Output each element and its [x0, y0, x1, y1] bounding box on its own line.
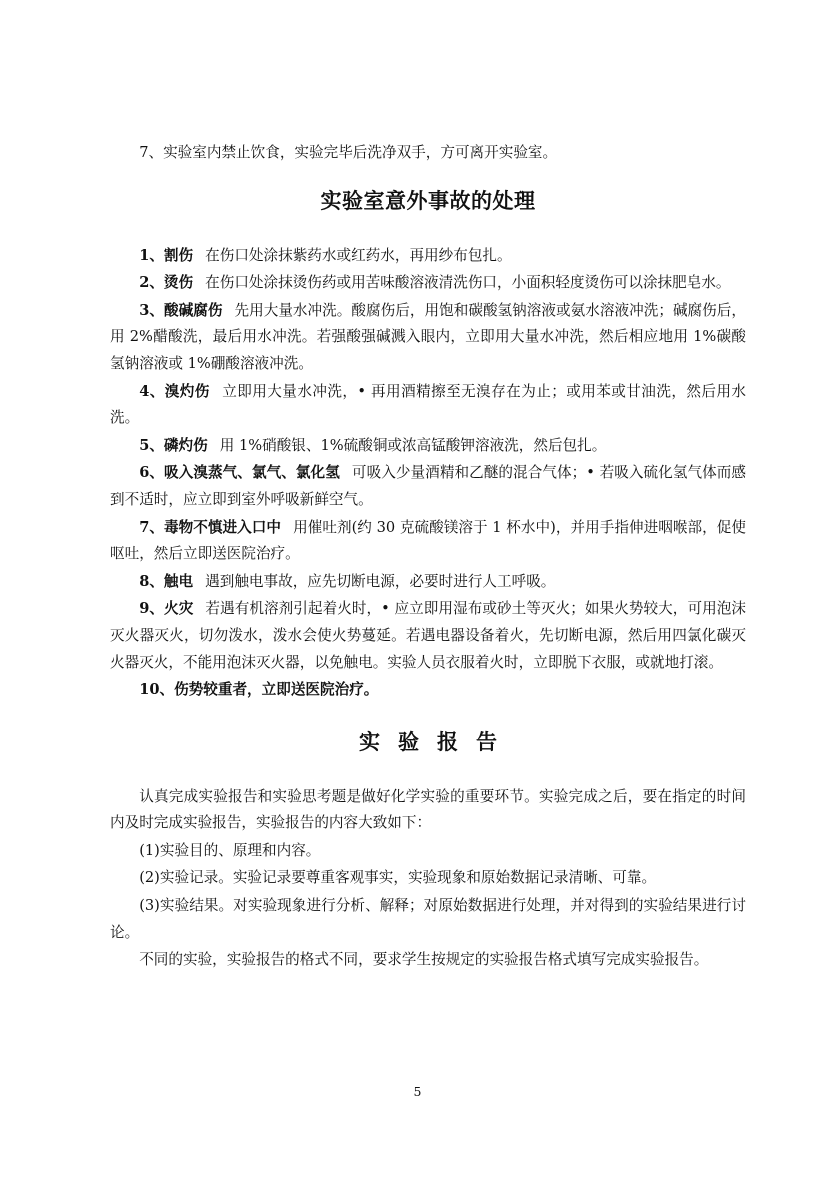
- lab-report-heading: 实验报告: [359, 728, 515, 754]
- accident-item: [110, 379, 746, 432]
- accident-text: 遇到触电事故，应先切断电源，必要时进行人工呼吸。: [205, 572, 556, 590]
- accident-item: [110, 298, 746, 378]
- accident-item: [110, 569, 746, 596]
- accident-item: [110, 243, 746, 270]
- accident-term: 2、烫伤: [139, 274, 194, 292]
- accident-text: 先用大量水冲洗。酸腐伤后，用饱和碳酸氢钠溶液或氨水溶液冲洗；碱腐伤后，用 2%醋酸洗，最后用水冲洗。若强酸强碱溅入眼内，立即用大量水冲洗，然后相应地用 1%碳酸氢钠溶液或 1%硼酸溶液冲洗。: [110, 301, 746, 372]
- accident-text: 可吸入少量酒精和乙醚的混合气体；• 若吸入硫化氢气体而感到不适时，应立即到室外呼吸新鲜空气。: [110, 464, 747, 508]
- accident-text: 用催吐剂(约 30 克硫酸镁溶于 1 杯水中)，并用手指伸进咽喉部，促使呕吐，然后立即送医院治疗。: [110, 518, 746, 563]
- report-paragraph: 不同的实验，实验报告的格式不同，要求学生按规定的实验报告格式填写完成实验报告。: [139, 951, 709, 969]
- accident-item: [110, 433, 746, 460]
- accident-term: 10、伤势较重者，立即送医院治疗。: [139, 681, 379, 699]
- accident-term: 6、吸入溴蒸气、氯气、氯化氢: [139, 464, 340, 482]
- accident-term: 7、毒物不慎进入口中: [139, 518, 282, 536]
- page-number: 5: [413, 1084, 422, 1099]
- page-content: [110, 140, 746, 975]
- accident-term: 8、触电: [139, 572, 194, 590]
- report-paragraph: 认真完成实验报告和实验思考题是做好化学实验的重要环节。实验完成之后，要在指定的时间内及时完成实验报告，实验报告的内容大致如下：: [110, 787, 746, 832]
- accident-term: 4、溴灼伤: [139, 382, 210, 400]
- lab-rule-7: 7、实验室内禁止饮食，实验完毕后洗净双手，方可离开实验室。: [139, 144, 558, 161]
- accident-term: 5、磷灼伤: [139, 436, 208, 454]
- accident-term: 3、酸碱腐伤: [139, 301, 223, 319]
- accident-item: [110, 596, 746, 676]
- accident-term: 1、割伤: [139, 246, 194, 264]
- report-paragraph: (1)实验目的、原理和内容。: [139, 841, 321, 859]
- accident-text: 立即用大量水冲洗，• 再用酒精擦至无溴存在为止；或用苯或甘油洗，然后用水洗。: [110, 382, 746, 427]
- accident-item: [110, 460, 746, 513]
- accident-handling-heading: 实验室意外事故的处理: [320, 187, 536, 213]
- accident-term: 9、火灾: [139, 600, 194, 618]
- accident-text: 用 1%硝酸银、1%硫酸铜或浓高锰酸钾溶液洗，然后包扎。: [219, 436, 607, 454]
- accident-item: [110, 515, 746, 568]
- accident-item: [110, 677, 746, 704]
- report-paragraph: (2)实验记录。实验记录要尊重客观事实，实验现象和原始数据记录清晰、可靠。: [139, 869, 657, 887]
- accident-item: [110, 270, 746, 297]
- report-paragraph: (3)实验结果。对实验现象进行分析、解释；对原始数据进行处理，并对得到的实验结果进行讨论。: [110, 897, 746, 941]
- accident-text: 若遇有机溶剂引起着火时，• 应立即用湿布或砂土等灭火；如果火势较大，可用泡沫灭火器灭火，切勿泼水，泼水会使火势蔓延。若遇电器设备着火，先切断电源，然后用四氯化碳灭火器灭火，不能用泡沫灭火器，以免触电。实验人员衣服着火时，立即脱下衣服，或就地打滚。: [110, 600, 746, 671]
- accident-text: 在伤口处涂抹烫伤药或用苦味酸溶液清洗伤口，小面积轻度烫伤可以涂抹肥皂水。: [205, 274, 731, 292]
- accident-text: 在伤口处涂抹紫药水或红药水，再用纱布包扎。: [205, 246, 512, 264]
